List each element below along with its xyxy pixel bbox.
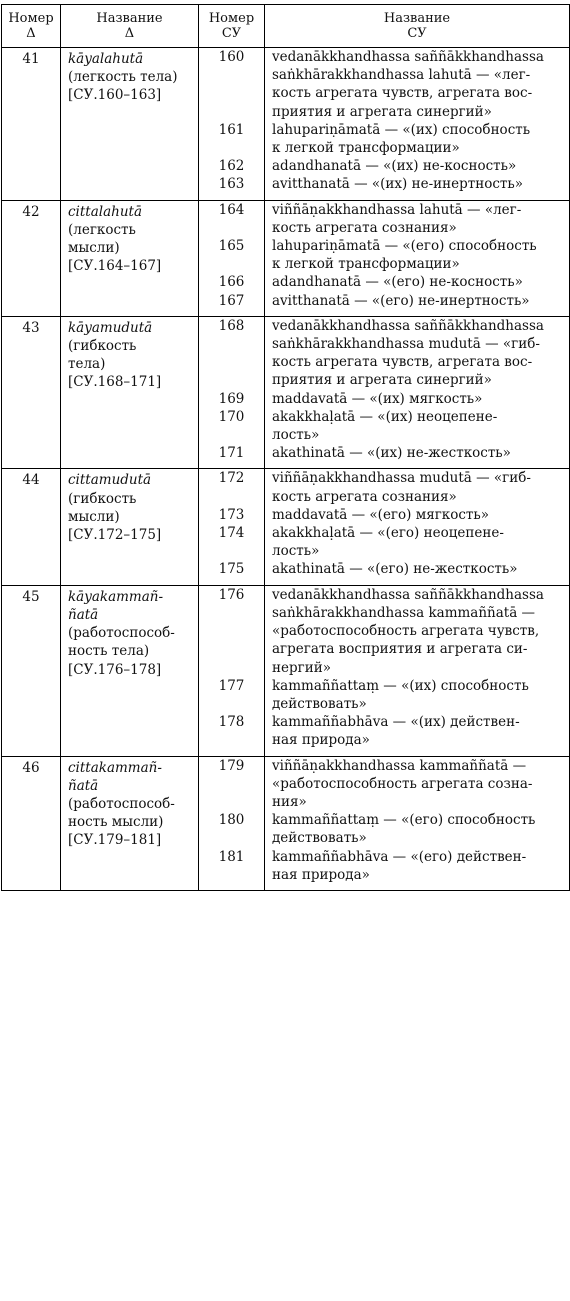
delta-description: [СУ.172–175] <box>68 527 162 544</box>
su-number: 172 <box>218 470 245 487</box>
su-name-cell <box>265 316 570 469</box>
su-entry <box>272 48 564 121</box>
delta-name-cell <box>61 48 199 201</box>
su-entry-line: kammaññabhāva — «(их) действен- <box>272 714 520 731</box>
delta-description: [СУ.168–171] <box>68 374 162 391</box>
su-name-cell <box>265 48 570 201</box>
delta-number: 44 <box>2 469 61 585</box>
su-entry-line: maddavatā — «(его) мягкость» <box>272 506 489 523</box>
table-body <box>2 48 570 891</box>
delta-term: ñatā <box>68 777 99 794</box>
su-entry-line: кость агрегата сознания» <box>272 219 457 236</box>
su-entry <box>272 713 564 749</box>
su-number-cell <box>199 585 265 756</box>
delta-name-cell <box>61 316 199 469</box>
su-entry <box>272 317 564 390</box>
su-number: 164 <box>218 201 245 218</box>
su-entry-line: vedanākkhandhassa saññākkhandhassa <box>272 317 544 334</box>
su-entry <box>272 444 564 462</box>
delta-name-cell <box>61 469 199 585</box>
su-entry-line: adandhanatā — «(его) не-косность» <box>272 274 523 291</box>
su-entry-line: kammaññattaṃ — «(их) способность <box>272 677 529 694</box>
su-entry-line: vedanākkhandhassa saññākkhandhassa <box>272 49 544 65</box>
su-entry-line: saṅkhārakkhandhassa mudutā — «гиб- <box>272 336 540 353</box>
delta-description: (работоспособ- <box>68 625 175 642</box>
su-entry-line: lahupariṇāmatā — «(его) способность <box>272 238 537 255</box>
header-sublabel: СУ <box>221 26 242 41</box>
table-header-row <box>2 5 570 48</box>
delta-description: (работоспособ- <box>68 795 175 812</box>
delta-description: ность тела) <box>68 643 150 660</box>
delta-number: 43 <box>2 316 61 469</box>
su-entry <box>272 848 564 884</box>
delta-description: (гибкость <box>68 490 137 507</box>
su-number: 180 <box>218 812 245 829</box>
su-entry-line: ная природа» <box>272 732 370 749</box>
su-entry-line: viññāṇakkhandhassa kammaññatā — <box>272 757 527 774</box>
delta-number: 46 <box>2 756 61 890</box>
su-entry-line: saṅkhārakkhandhassa kammaññatā — <box>272 604 536 621</box>
su-entry-line: к легкой трансформации» <box>272 140 460 157</box>
header-sublabel: СУ <box>407 26 427 41</box>
table-row <box>2 585 570 756</box>
su-entry-line: ния» <box>272 793 307 810</box>
su-number: 162 <box>218 158 245 175</box>
su-number: 175 <box>218 561 245 578</box>
su-number: 171 <box>218 445 245 462</box>
su-number: 167 <box>218 292 245 309</box>
su-number: 165 <box>218 238 245 255</box>
su-number-cell <box>199 316 265 469</box>
su-number: 168 <box>218 317 245 334</box>
su-entry <box>272 677 564 713</box>
su-entry <box>272 292 564 310</box>
delta-number: 41 <box>2 48 61 201</box>
su-entry-line: кость агрегата сознания» <box>272 488 457 505</box>
table-row <box>2 316 570 469</box>
delta-term: cittakammañ- <box>68 759 162 776</box>
su-number: 160 <box>218 49 245 65</box>
su-entry-line: saṅkhārakkhandhassa lahutā — «лег- <box>272 67 531 84</box>
su-entry <box>272 408 564 444</box>
su-entry-line: к легкой трансформации» <box>272 256 460 273</box>
delta-name-cell <box>61 756 199 890</box>
su-entry-line: агрегата восприятия и агрегата си- <box>272 641 528 658</box>
delta-description: (легкость тела) <box>68 69 178 86</box>
su-number: 174 <box>218 525 245 542</box>
su-entry-line: нергий» <box>272 659 331 676</box>
table-row <box>2 469 570 585</box>
su-entry <box>272 175 564 193</box>
su-number: 179 <box>218 757 245 774</box>
header-label: Номер <box>208 11 255 26</box>
su-number: 161 <box>218 121 245 138</box>
su-entry-line: кость агрегата чувств, агрегата вос- <box>272 354 533 371</box>
delta-description: мысли) <box>68 240 120 257</box>
su-number: 181 <box>218 848 245 865</box>
delta-description: мысли) <box>68 508 120 525</box>
delta-number: 45 <box>2 585 61 756</box>
su-entry <box>272 524 564 560</box>
header-label: Номер <box>8 11 54 26</box>
su-number: 169 <box>218 390 245 407</box>
delta-description: (гибкость <box>68 338 137 355</box>
header-sublabel: Δ <box>124 26 135 41</box>
su-name-cell <box>265 585 570 756</box>
header-name-delta <box>61 5 199 48</box>
su-number: 166 <box>218 274 245 291</box>
su-entry-line: «работоспособность агрегата созна- <box>272 775 533 792</box>
header-number-delta <box>2 5 61 48</box>
header-label: Название <box>383 11 451 26</box>
su-number-cell <box>199 756 265 890</box>
header-sublabel: Δ <box>26 26 36 41</box>
su-entry-line: avitthanatā — «(его) не-инертность» <box>272 292 530 309</box>
su-number-cell <box>199 200 265 316</box>
su-entry <box>272 157 564 175</box>
su-entry-line: adandhanatā — «(их) не-косность» <box>272 158 517 175</box>
su-entry <box>272 469 564 505</box>
delta-term: kāyalahutā <box>68 51 144 67</box>
su-entry-line: действовать» <box>272 695 367 712</box>
delta-term: cittamudutā <box>68 472 152 489</box>
su-number: 170 <box>218 408 245 425</box>
su-entry-line: кость агрегата чувств, агрегата вос- <box>272 85 533 102</box>
su-entry <box>272 586 564 677</box>
su-entry-line: maddavatā — «(их) мягкость» <box>272 390 483 407</box>
su-entry-line: viññāṇakkhandhassa lahutā — «лег- <box>272 201 522 218</box>
su-entry-line: kammaññattaṃ — «(его) способность <box>272 812 536 829</box>
su-entry <box>272 560 564 578</box>
su-entry-line: vedanākkhandhassa saññākkhandhassa <box>272 586 544 603</box>
su-entry-line: лость» <box>272 543 320 560</box>
table-row <box>2 756 570 890</box>
su-number: 173 <box>218 506 245 523</box>
su-entry-line: akathinatā — «(их) не-жесткость» <box>272 445 511 462</box>
delta-description: [СУ.176–178] <box>68 661 162 678</box>
delta-description: [СУ.160–163] <box>68 87 162 104</box>
su-entry-line: akakkhaḷatā — «(их) неоцепене- <box>272 408 498 425</box>
delta-term: kāyakammañ- <box>68 588 164 605</box>
su-entry-line: лость» <box>272 427 320 444</box>
delta-name-cell <box>61 200 199 316</box>
su-number: 178 <box>218 714 245 731</box>
su-name-cell <box>265 756 570 890</box>
su-number-cell <box>199 469 265 585</box>
su-entry-line: viññāṇakkhandhassa mudutā — «гиб- <box>272 470 531 487</box>
su-entry-line: ная природа» <box>272 866 370 883</box>
su-entry-line: действовать» <box>272 830 367 847</box>
su-entry-line: приятия и агрегата синергий» <box>272 103 492 120</box>
delta-description: [СУ.179–181] <box>68 832 162 849</box>
su-entry <box>272 237 564 273</box>
delta-number: 42 <box>2 200 61 316</box>
su-entry-line: «работоспособность агрегата чувств, <box>272 623 540 640</box>
delta-name-cell <box>61 585 199 756</box>
su-entry <box>272 390 564 408</box>
delta-description: [СУ.164–167] <box>68 258 162 275</box>
delta-description: (легкость <box>68 221 136 238</box>
su-entry <box>272 506 564 524</box>
header-name-su <box>265 5 570 48</box>
header-number-su <box>199 5 265 48</box>
su-entry-line: akathinatā — «(его) не-жесткость» <box>272 561 518 578</box>
su-entry <box>272 811 564 847</box>
su-entry-line: akakkhaḷatā — «(его) неоцепене- <box>272 525 504 542</box>
su-entry <box>272 121 564 157</box>
su-number: 163 <box>218 176 245 193</box>
su-name-cell <box>265 469 570 585</box>
delta-term: kāyamudutā <box>68 319 153 336</box>
su-number: 177 <box>218 677 245 694</box>
su-entry <box>272 757 564 812</box>
delta-description: ность мысли) <box>68 814 164 831</box>
su-entry <box>272 201 564 237</box>
su-correspondence-table <box>1 4 570 891</box>
su-entry-line: kammaññabhāva — «(его) действен- <box>272 848 527 865</box>
su-entry-line: lahupariṇāmatā — «(их) способность <box>272 121 531 138</box>
delta-term: cittalahutā <box>68 203 143 220</box>
su-name-cell <box>265 200 570 316</box>
delta-description: тела) <box>68 356 106 373</box>
su-number: 176 <box>218 586 245 603</box>
su-entry-line: приятия и агрегата синергий» <box>272 372 492 389</box>
su-entry <box>272 273 564 291</box>
su-entry-line: avitthanatā — «(их) не-инертность» <box>272 176 523 193</box>
table-row <box>2 48 570 201</box>
table-row <box>2 200 570 316</box>
delta-term: ñatā <box>68 606 99 623</box>
su-number-cell <box>199 48 265 201</box>
header-label: Название <box>96 11 163 26</box>
